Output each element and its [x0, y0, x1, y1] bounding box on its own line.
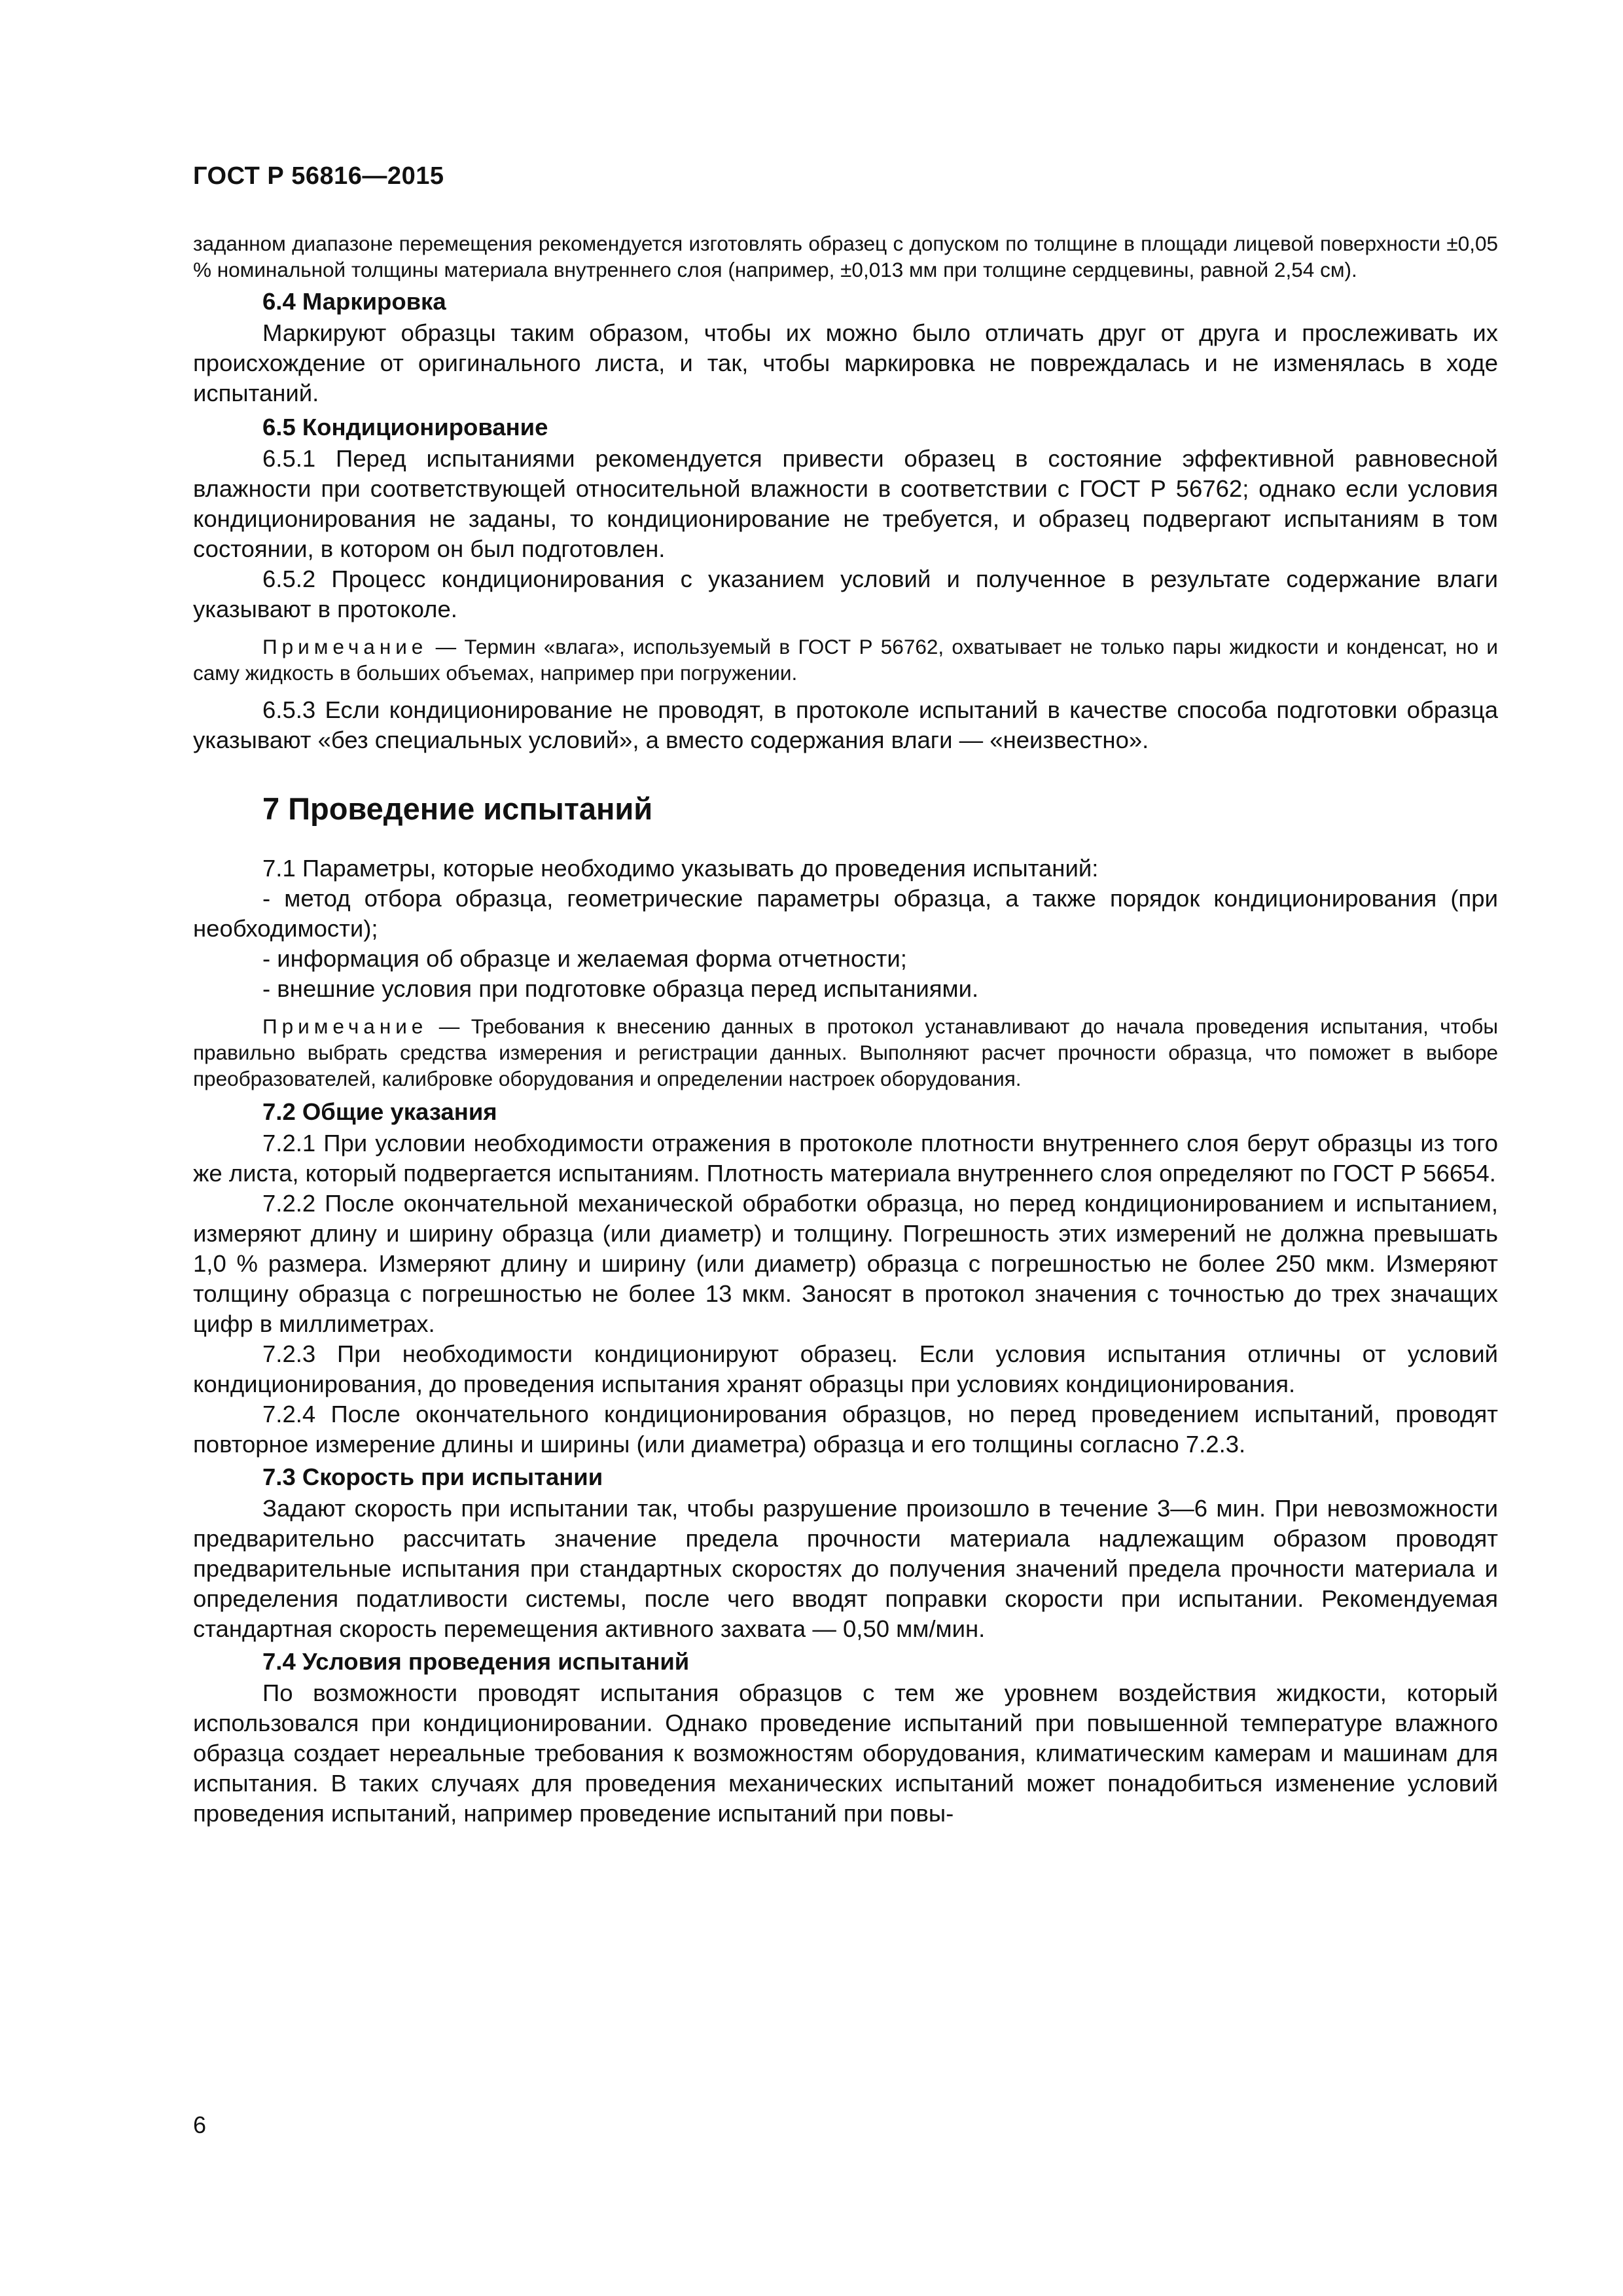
- section-6-4-heading: 6.4 Маркировка: [262, 288, 446, 315]
- section-7-heading: 7 Проведение испытаний: [262, 791, 653, 826]
- note-7-1: [193, 1013, 1498, 1092]
- document-header: ГОСТ Р 56816—2015: [193, 162, 444, 190]
- continued-paragraph: заданном диапазоне перемещения рекомендуется изготовлять образец с допуском по толщине в площади лицевой поверхности ±0,05 % номинальной толщины материала внутреннего слоя (например, ±0,013 мм при толщине сердцевины, равной 2,54 см).: [193, 232, 1498, 281]
- paragraph-7-2-3: 7.2.3 При необходимости кондиционируют образец. Если условия испытания отличны от условий кондиционирования, до проведения испытания хранят образцы при условиях кондиционирования.: [193, 1340, 1498, 1397]
- paragraph-7-2-2: 7.2.2 После окончательной механической обработки образца, но перед кондиционированием и испытанием, измеряют длину и ширину образца (или диаметр) и толщину. Погрешность этих измерений не должна превышать 1,0 % размера. Измеряют длину и ширину (или диаметр) образца с погрешностью не более 250 мкм. Измеряют толщину образца с погрешностью не более 13 мкм. Заносят в протокол значения с точностью до трех значащих цифр в миллиметрах.: [193, 1190, 1498, 1337]
- note-text: — Термин «влага», используемый в ГОСТ Р 56762, охватывает не только пары жидкости и конденсат, но и саму жидкость в больших объемах, например при погружении.: [193, 635, 1498, 685]
- paragraph-7-2-1: 7.2.1 При условии необходимости отражения в протоколе плотности внутреннего слоя берут образцы из того же листа, который подвергается испытаниям. Плотность материала внутреннего слоя определяют по ГОСТ Р 56654.: [193, 1130, 1498, 1187]
- section-7-3-heading: 7.3 Скорость при испытании: [262, 1463, 603, 1490]
- paragraph-6-5-1: 6.5.1 Перед испытаниями рекомендуется привести образец в состояние эффективной равновесной влажности при соответствующей относительной влажности в соответствии с ГОСТ Р 56762; однако если условия кондиционирования не заданы, то кондиционирование не требуется, и образец подвергают испытаниям в том состоянии, в котором он был подготовлен.: [193, 445, 1498, 562]
- section-7-2-heading: 7.2 Общие указания: [262, 1098, 497, 1125]
- list-item-3: - внешние условия при подготовке образца перед испытаниями.: [262, 975, 979, 1002]
- list-item-2: - информация об образце и желаемая форма отчетности;: [262, 945, 907, 972]
- page-number: 6: [193, 2111, 207, 2138]
- note-6-5: [193, 634, 1498, 686]
- section-7-4-heading: 7.4 Условия проведения испытаний: [262, 1648, 690, 1675]
- section-7-3-text: Задают скорость при испытании так, чтобы разрушение произошло в течение 3—6 мин. При невозможности предварительно рассчитать значение предела прочности материала надлежащим образом проводят предварительные испытания при стандартных скоростях до получения значений предела прочности материала и определения податливости системы, после чего вводят поправки скорости при испытании. Рекомендуемая стандартная скорость перемещения активного захвата — 0,50 мм/мин.: [193, 1495, 1498, 1642]
- note-text: — Требования к внесению данных в протокол устанавливают до начала проведения испытания, чтобы правильно выбрать средства измерения и регистрации данных. Выполняют расчет прочности образца, что поможет в выборе преобразователей, калибровке оборудования и определении настроек оборудования.: [193, 1014, 1498, 1090]
- section-6-5-heading: 6.5 Кондиционирование: [262, 414, 548, 440]
- page-content: [193, 230, 1498, 1829]
- section-6-4-text: Маркируют образцы таким образом, чтобы их можно было отличать друг от друга и прослеживать их происхождение от оригинального листа, и так, чтобы маркировка не повреждалась и не изменялась в ходе испытаний.: [193, 319, 1498, 406]
- note-label: Примечание: [262, 1014, 428, 1038]
- paragraph-7-2-4: 7.2.4 После окончательного кондиционирования образцов, но перед проведением испытаний, проводят повторное измерение длины и ширины (или диаметра) образца и его толщины согласно 7.2.3.: [193, 1401, 1498, 1458]
- note-label: Примечание: [262, 635, 428, 658]
- section-7-4-text: По возможности проводят испытания образцов с тем же уровнем воздействия жидкости, который использовался при кондиционировании. Однако проведение испытаний при повышенной температуре влажного образца создает нереальные требования к возможностям оборудования, климатическим камерам и машинам для испытания. В таких случаях для проведения механических испытаний может понадобиться изменение условий проведения испытаний, например проведение испытаний при повы-: [193, 1679, 1498, 1827]
- list-item-1: - метод отбора образца, геометрические параметры образца, а также порядок кондиционирования (при необходимости);: [193, 885, 1498, 942]
- paragraph-6-5-3: 6.5.3 Если кондиционирование не проводят, в протоколе испытаний в качестве способа подготовки образца указывают «без специальных условий», а вместо содержания влаги — «неизвестно».: [193, 696, 1498, 753]
- paragraph-7-1: 7.1 Параметры, которые необходимо указывать до проведения испытаний:: [262, 855, 1099, 882]
- paragraph-6-5-2: 6.5.2 Процесс кондиционирования с указанием условий и полученное в результате содержание влаги указывают в протоколе.: [193, 565, 1498, 622]
